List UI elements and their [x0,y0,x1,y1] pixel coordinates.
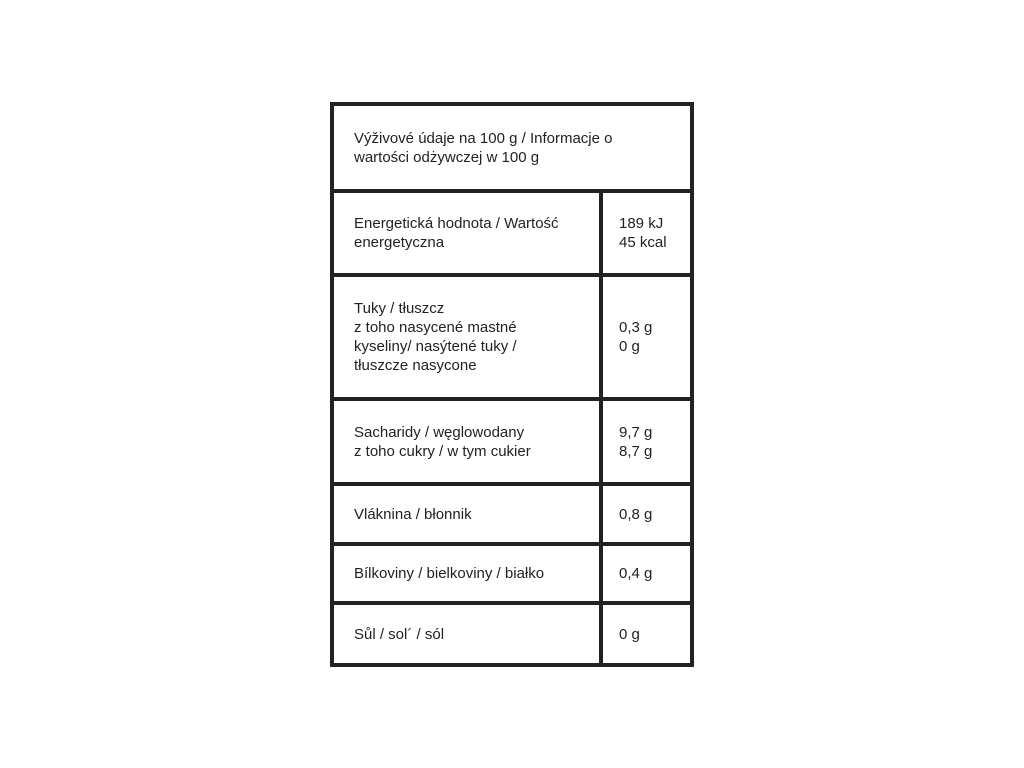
table-row-salt-value [603,605,690,663]
row-label: Sacharidy / węglowodany z toho cukry / w tym cukier [354,423,531,460]
table-row-fat-value [603,277,690,397]
table-row-salt-label [334,605,599,663]
row-value: 0,4 g [619,565,653,582]
row-value: 0,8 g [619,505,653,523]
table-row-carbohydrates-label [334,401,599,482]
table-row-protein-label [334,546,599,601]
row-label: Bílkoviny / bielkoviny / białko [354,565,545,582]
table-row-fiber-label [334,486,599,542]
row-label: Vláknina / błonnik [354,505,472,523]
table-row-carbohydrates-value [603,401,690,482]
row-label: Energetická hodnota / Wartość energetyczna [354,215,559,251]
table-row-fat-label [334,277,599,397]
row-value: 0 g [619,625,640,643]
row-value: 0,3 g 0 g [619,319,653,355]
row-label: Tuky / tłuszcz z toho nasycené mastné kyseliny/ nasýtené tuky / tłuszcze nasycone [354,300,517,374]
row-value: 189 kJ 45 kcal [619,215,667,251]
nutrition-table [330,102,694,667]
table-row-energy-label [334,193,599,273]
row-label: Sůl / sol´ / sól [354,625,445,643]
table-row-energy-value [603,193,690,273]
table-row-protein-value [603,546,690,601]
row-value: 9,7 g 8,7 g [619,423,653,460]
nutrition-header [334,106,690,189]
nutrition-header-text: Výživové údaje na 100 g / Informacje o wartości odżywczej w 100 g [354,129,613,166]
table-row-fiber-value [603,486,690,542]
